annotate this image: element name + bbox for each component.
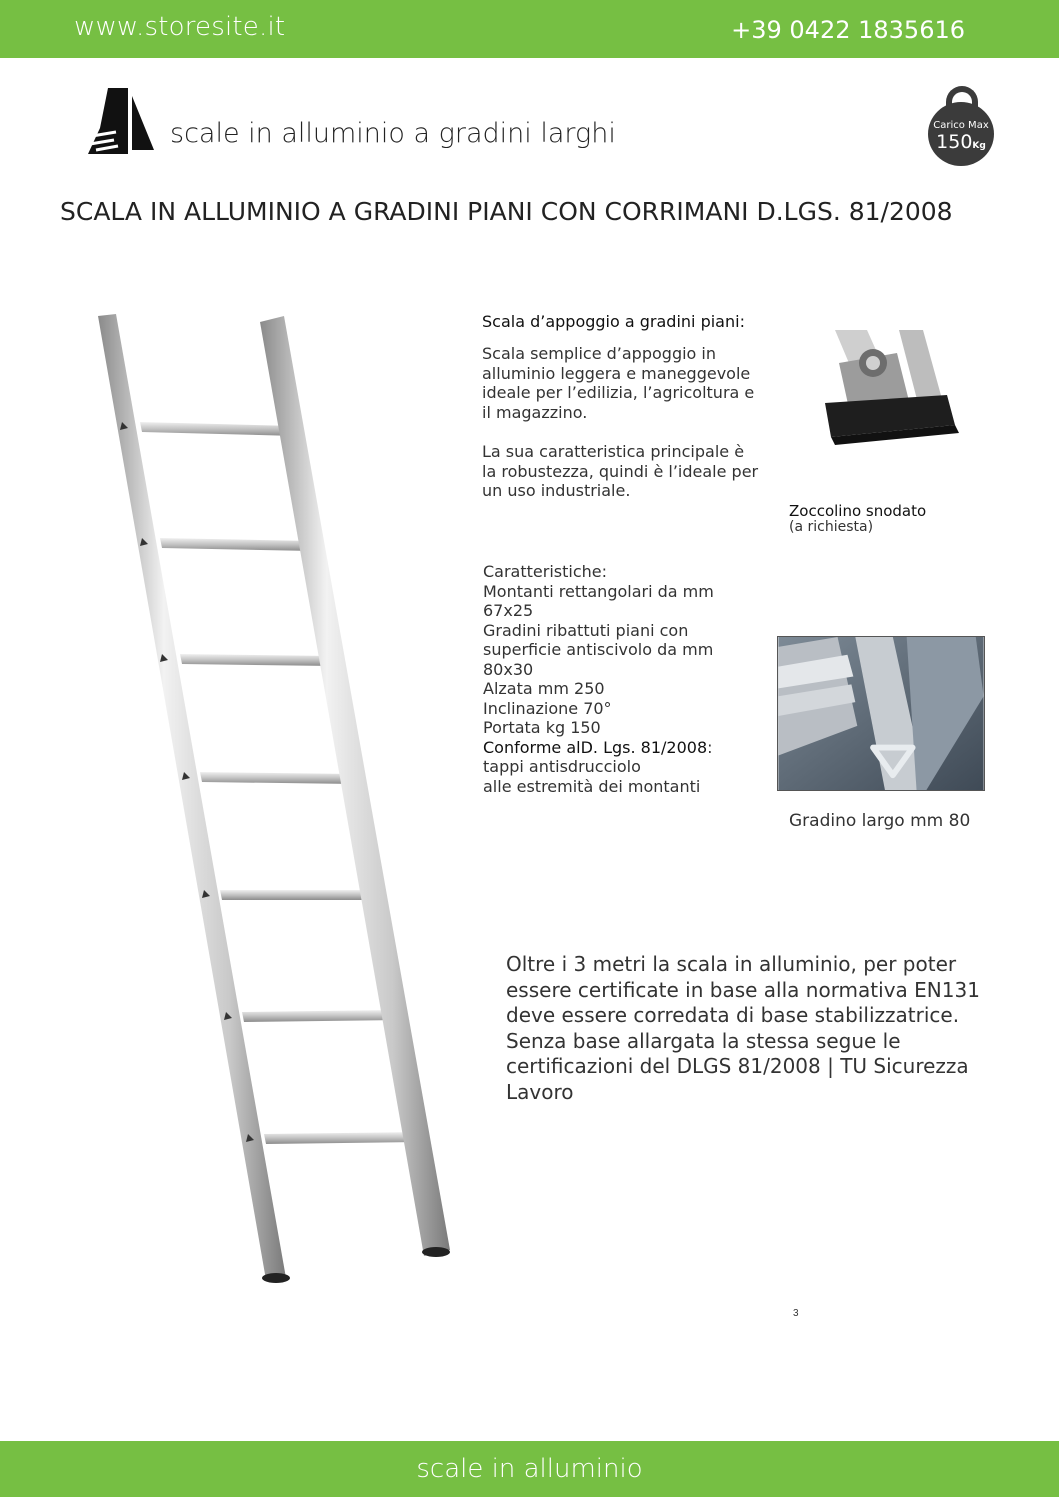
spec-item: Inclinazione 70° bbox=[483, 698, 612, 718]
compliance-text: Conforme alD. Lgs. 81/2008 bbox=[483, 737, 708, 757]
spec-item: Portata kg 150 bbox=[483, 718, 601, 737]
product-heading: Scala d’appoggio a gradini piani: bbox=[482, 312, 745, 331]
footer-label: scale in alluminio bbox=[416, 1454, 643, 1484]
spec-item: Montanti rettangolari da mm 67x25 bbox=[483, 581, 714, 620]
wide-step-photo bbox=[777, 636, 985, 791]
specs-list bbox=[483, 562, 743, 796]
top-bar bbox=[0, 0, 1059, 58]
specs-title: Caratteristiche: bbox=[483, 562, 607, 581]
spec-extra: tappi antisdrucciolo bbox=[483, 757, 641, 776]
brand-logo-icon bbox=[88, 88, 154, 154]
bottom-bar bbox=[0, 1441, 1059, 1497]
ladder-image bbox=[90, 300, 470, 1290]
spec-extra: alle estremità dei montanti bbox=[483, 776, 701, 796]
certification-note: Oltre i 3 metri la scala in alluminio, per poter essere certificate in base alla normativa EN131 deve essere corredata di base stabilizzatrice. Senza base allargata la stessa segue le certificazioni del DLGS 81/2008 | TU Sicurezza Lavoro bbox=[506, 952, 980, 1104]
compliance-line: Conforme alD. Lgs. 81/2008: bbox=[483, 737, 713, 757]
badge-value: 150Kg bbox=[936, 131, 986, 153]
website-link[interactable]: www.storesite.it bbox=[74, 12, 286, 42]
catalog-subtitle: scale in alluminio a gradini larghi bbox=[170, 118, 616, 149]
max-load-badge bbox=[926, 86, 996, 166]
product-feature: La sua caratteristica principale è la robustezza, quindi è l’ideale per un uso industriale. bbox=[482, 442, 759, 500]
page-number: 3 bbox=[793, 1308, 799, 1319]
swivel-foot-photo bbox=[795, 325, 987, 460]
photo1-subcaption: (a richiesta) bbox=[789, 519, 874, 535]
spec-item: Gradini ribattuti piani con superficie antiscivolo da mm 80x30 bbox=[483, 620, 714, 679]
phone-number[interactable]: +39 0422 1835616 bbox=[731, 16, 965, 44]
photo1-caption: Zoccolino snodato bbox=[789, 502, 927, 520]
photo2-caption: Gradino largo mm 80 bbox=[789, 811, 971, 831]
product-title: SCALA IN ALLUMINIO A GRADINI PIANI CON CORRIMANI D.LGS. 81/2008 bbox=[60, 197, 953, 226]
badge-label: Carico Max bbox=[933, 120, 989, 131]
product-description: Scala semplice d’appoggio in alluminio leggera e maneggevole ideale per l’edilizia, l’agricoltura e il magazzino. bbox=[482, 344, 755, 422]
spec-item: Alzata mm 250 bbox=[483, 679, 605, 698]
